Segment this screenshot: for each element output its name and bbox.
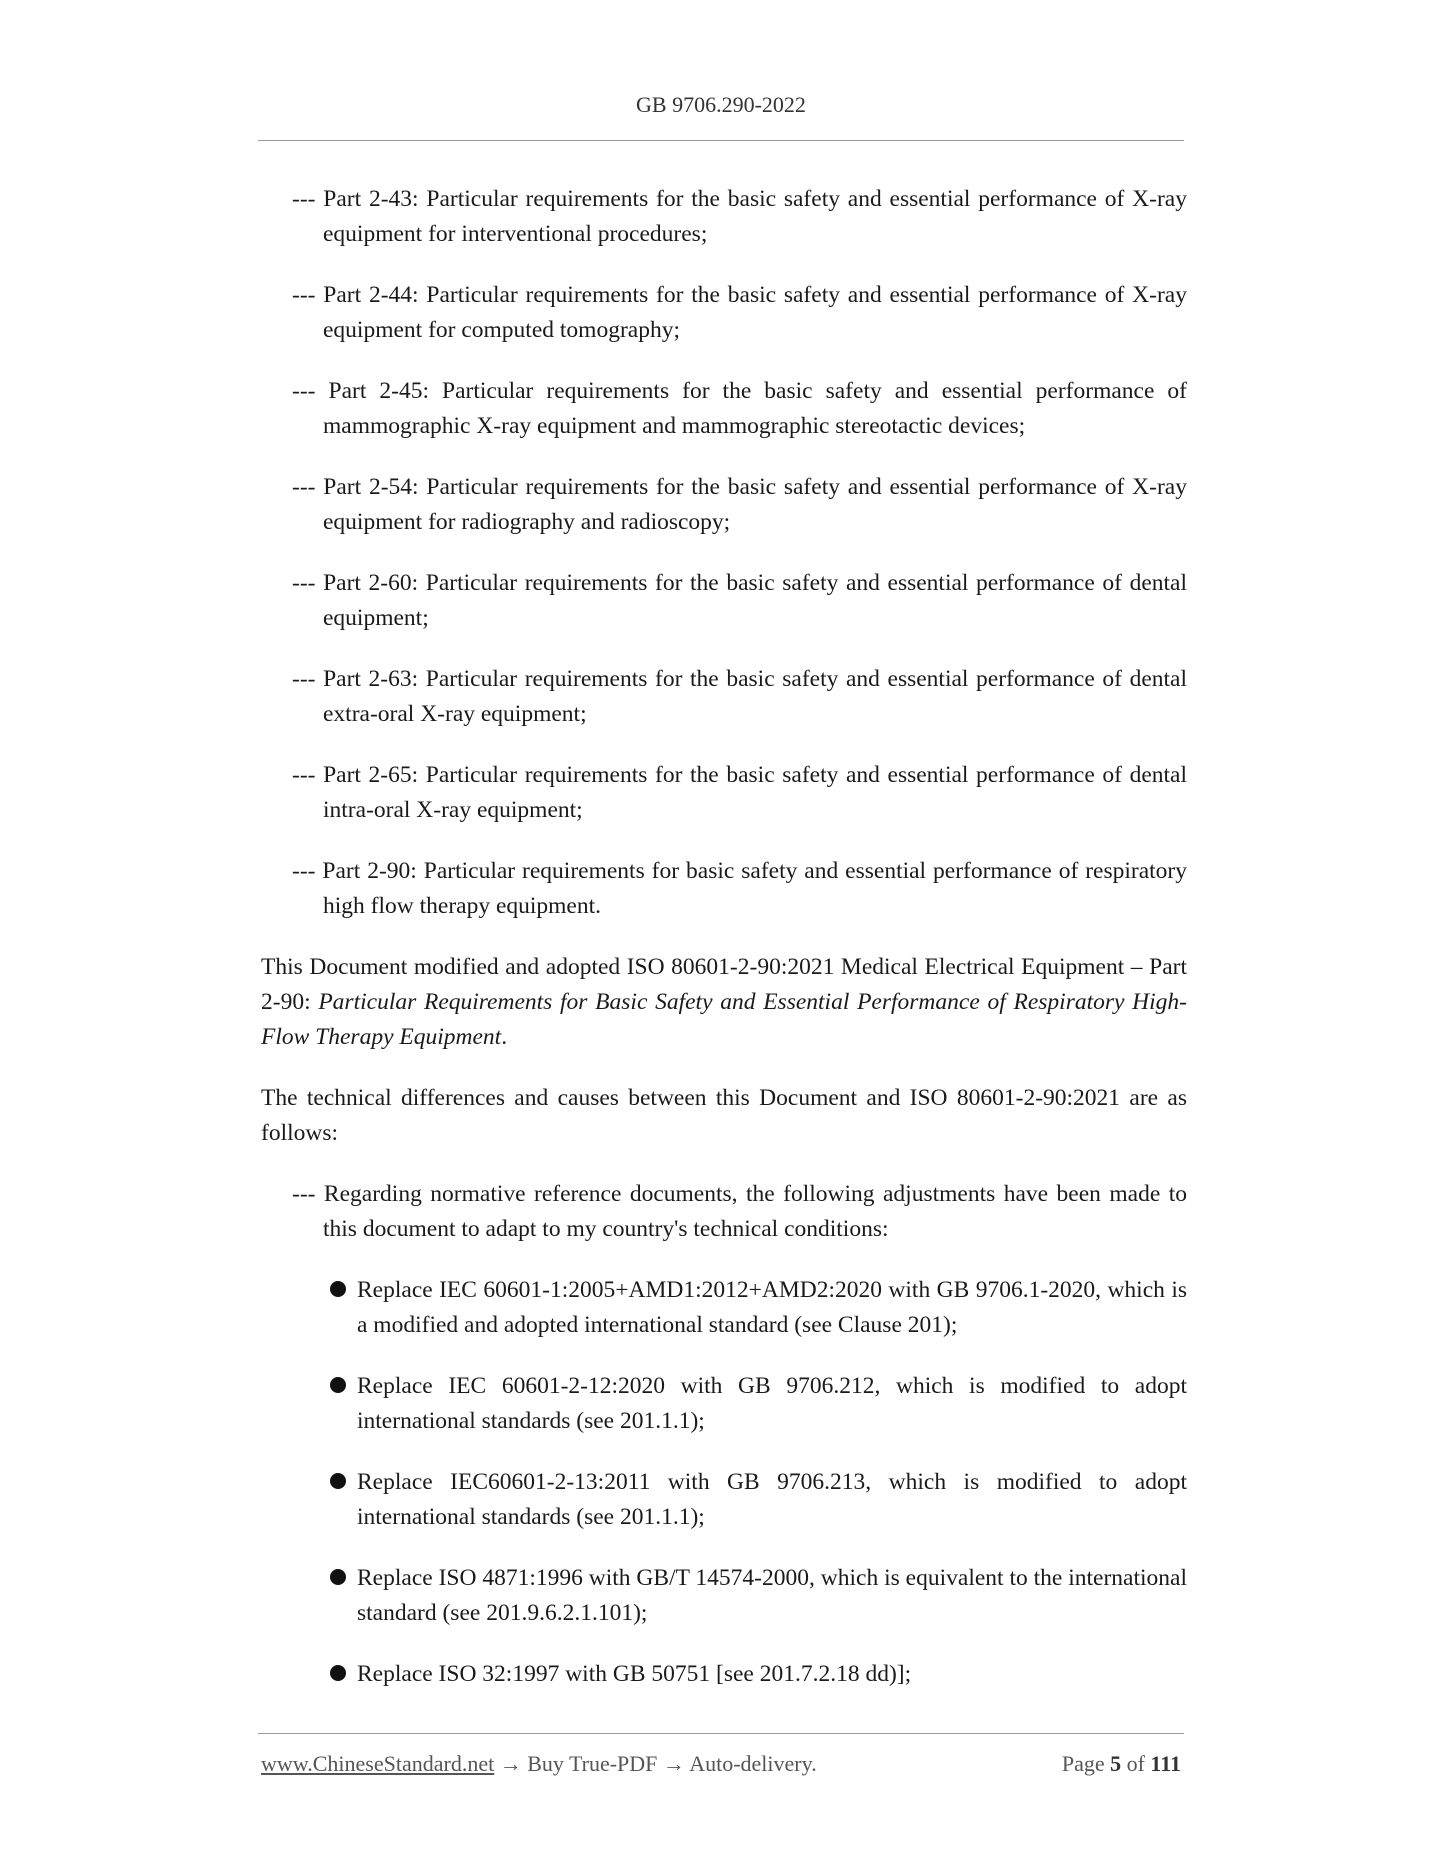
list-item: --- Part 2-60: Particular requirements for the basic safety and essential performance of dental equipment; xyxy=(292,570,1187,631)
list-item: --- Part 2-45: Particular requirements for the basic safety and essential performance of mammographic X-ray equipment and mammographic stereotactic devices; xyxy=(292,378,1187,439)
bullet-text: Replace IEC 60601-2-12:2020 with GB 9706.212, which is modified to adopt international standards (see 201.1.1); xyxy=(357,1373,1187,1434)
bullet-item xyxy=(357,1465,1187,1535)
bullet-icon xyxy=(330,1281,346,1297)
page-number: 5 xyxy=(1110,1751,1122,1776)
list-item: --- Regarding normative reference documents, the following adjustments have been made to this document to adapt to my country's technical conditions: xyxy=(292,1181,1187,1242)
list-item: --- Part 2-43: Particular requirements for the basic safety and essential performance of X-ray equipment for interventional procedures; xyxy=(292,186,1187,247)
auto-delivery-text: Auto-delivery. xyxy=(689,1751,817,1776)
adoption-suffix: . xyxy=(501,1024,508,1050)
page-label: Page xyxy=(1061,1751,1105,1776)
footer-promo xyxy=(261,1751,817,1777)
arrow-right-icon: → xyxy=(499,1751,522,1776)
bullet-text: Replace ISO 32:1997 with GB 50751 [see 201.7.2.18 dd)]; xyxy=(357,1661,912,1687)
adoption-standard-title: Particular Requirements for Basic Safety and Essential Performance of Respiratory High-Flow Therapy Equipment xyxy=(261,989,1187,1050)
arrow-right-icon: → xyxy=(662,1751,685,1776)
buy-pdf-text: Buy True-PDF xyxy=(527,1751,658,1776)
page-indicator xyxy=(1062,1751,1181,1777)
header-divider xyxy=(258,140,1184,141)
bullet-text: Replace IEC60601-2-13:2011 with GB 9706.213, which is modified to adopt international standards (see 201.1.1); xyxy=(357,1469,1187,1530)
page-footer xyxy=(261,1751,1181,1777)
page-total: 111 xyxy=(1150,1751,1181,1776)
bullet-item xyxy=(357,1273,1187,1343)
list-item: --- Part 2-63: Particular requirements for the basic safety and essential performance of dental extra-oral X-ray equipment; xyxy=(292,666,1187,727)
bullet-icon xyxy=(330,1665,346,1681)
footer-divider xyxy=(258,1733,1184,1734)
bullet-item xyxy=(357,1561,1187,1631)
bullet-icon xyxy=(330,1377,346,1393)
bullet-icon xyxy=(330,1473,346,1489)
list-item: --- Part 2-54: Particular requirements for the basic safety and essential performance of X-ray equipment for radiography and radioscopy; xyxy=(292,474,1187,535)
adoption-paragraph xyxy=(261,950,1187,1055)
document-header: GB 9706.290-2022 xyxy=(636,92,806,117)
website-link[interactable]: www.ChineseStandard.net xyxy=(261,1751,495,1776)
bullet-item xyxy=(357,1657,1187,1692)
of-label: of xyxy=(1126,1751,1145,1776)
adoption-text: This Document modified and adopted ISO 80601-2-90:2021 Medical Electrical Equipment – Part 2-90: xyxy=(261,954,1187,1015)
differences-paragraph: The technical differences and causes between this Document and ISO 80601-2-90:2021 are as follows: xyxy=(261,1085,1187,1146)
bullet-icon xyxy=(330,1569,346,1585)
list-item: --- Part 2-90: Particular requirements for basic safety and essential performance of respiratory high flow therapy equipment. xyxy=(292,858,1187,919)
bullet-item xyxy=(357,1369,1187,1439)
bullet-text: Replace ISO 4871:1996 with GB/T 14574-2000, which is equivalent to the international standard (see 201.9.6.2.1.101); xyxy=(357,1565,1187,1626)
page-body xyxy=(261,182,1187,1718)
bullet-text: Replace IEC 60601-1:2005+AMD1:2012+AMD2:2020 with GB 9706.1-2020, which is a modified and adopted international standard (see Clause 201); xyxy=(357,1277,1187,1338)
list-item: --- Part 2-44: Particular requirements for the basic safety and essential performance of X-ray equipment for computed tomography; xyxy=(292,282,1187,343)
list-item: --- Part 2-65: Particular requirements for the basic safety and essential performance of dental intra-oral X-ray equipment; xyxy=(292,762,1187,823)
